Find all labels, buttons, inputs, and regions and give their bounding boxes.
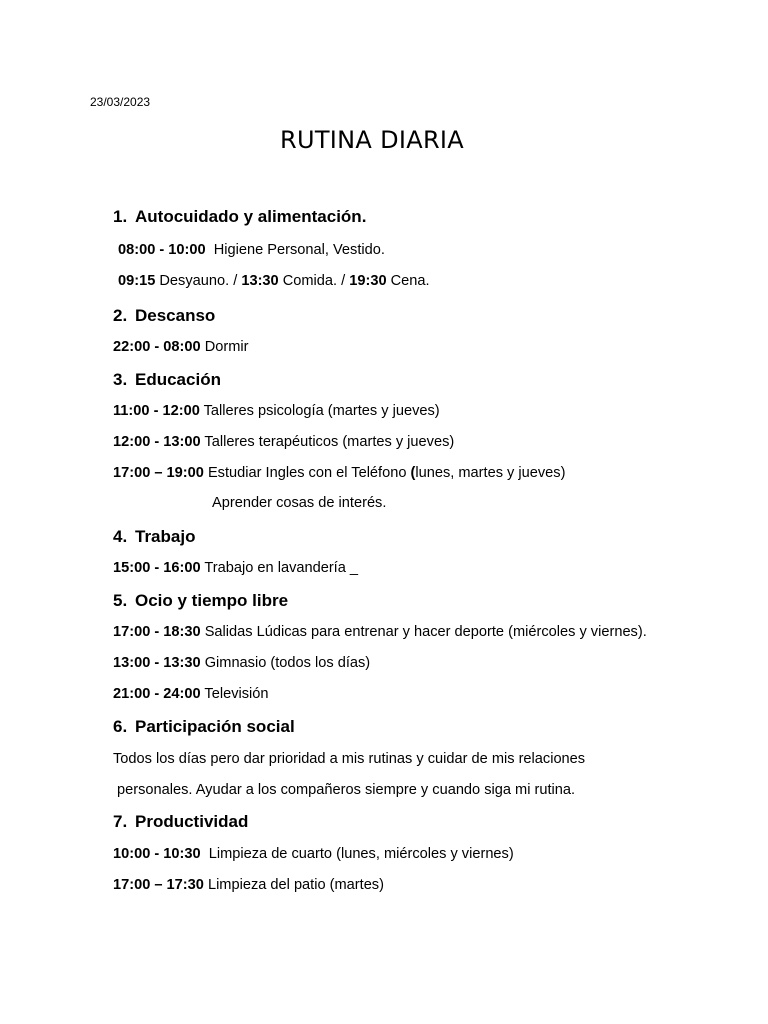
list-item: [113, 686, 269, 702]
activity-text: Aprender cosas de interés.: [212, 495, 387, 511]
section-heading-autocuidado: [113, 207, 366, 227]
list-item: [113, 403, 440, 419]
activity-text: Limpieza del patio (martes): [207, 877, 384, 893]
list-item: [113, 339, 248, 355]
list-item: [113, 846, 514, 862]
time-range: 17:00 - 18:30: [113, 624, 201, 640]
section-number: 6.: [113, 717, 128, 736]
time-range: 08:00 - 10:00: [118, 242, 206, 258]
section-heading-ocio: [113, 591, 288, 611]
section-number: 2.: [113, 306, 128, 325]
activity-text: Limpieza de cuarto (lunes, miércoles y viernes): [208, 846, 514, 862]
meal-text: Desyauno. /: [159, 273, 238, 289]
activity-text: Salidas Lúdicas para entrenar y hacer deporte (miércoles y viernes).: [204, 624, 647, 640]
open-paren: (: [410, 465, 416, 481]
section-title: Educación: [135, 370, 221, 389]
activity-text: Televisión: [204, 686, 269, 702]
list-item: [113, 877, 384, 893]
list-item: [113, 655, 370, 671]
section-heading-descanso: [113, 306, 215, 326]
section-title: Trabajo: [135, 527, 196, 546]
section-number: 3.: [113, 370, 128, 389]
activity-text: Gimnasio (todos los días): [204, 655, 371, 671]
paragraph-line: personales. Ayudar a los compañeros siempre y cuando siga mi rutina.: [117, 782, 576, 798]
time-range: 15:00 - 16:00: [113, 560, 201, 576]
activity-text: Higiene Personal, Vestido.: [213, 242, 385, 258]
meal-time: 09:15: [118, 273, 156, 289]
time-range: 12:00 - 13:00: [113, 434, 201, 450]
activity-text: Trabajo en lavandería _: [204, 560, 359, 576]
meal-time: 19:30: [349, 273, 387, 289]
list-item: [113, 465, 565, 481]
list-item: [113, 560, 358, 576]
list-item: [113, 434, 454, 450]
list-item: [118, 273, 430, 289]
section-heading-productividad: [113, 812, 248, 832]
activity-text: Dormir: [204, 339, 249, 355]
section-heading-participacion: [113, 717, 295, 737]
section-number: 7.: [113, 812, 128, 831]
activity-text: Talleres psicología (martes y jueves): [203, 403, 440, 419]
meal-time: 13:30: [241, 273, 279, 289]
time-range: 13:00 - 13:30: [113, 655, 201, 671]
document-date: 23/03/2023: [90, 95, 151, 109]
section-title: Autocuidado y alimentación.: [135, 207, 367, 226]
time-range: 22:00 - 08:00: [113, 339, 201, 355]
activity-text: Talleres terapéuticos (martes y jueves): [204, 434, 455, 450]
activity-text: Estudiar Ingles con el Teléfono: [207, 465, 407, 481]
time-range: 10:00 - 10:30: [113, 846, 201, 862]
document-title: RUTINA DIARIA: [279, 126, 465, 154]
list-item: [118, 242, 385, 258]
section-title: Descanso: [135, 306, 216, 325]
section-heading-educacion: [113, 370, 221, 390]
section-number: 5.: [113, 591, 128, 610]
section-number: 4.: [113, 527, 128, 546]
section-number: 1.: [113, 207, 128, 226]
list-item: [212, 495, 386, 511]
time-range: 21:00 - 24:00: [113, 686, 201, 702]
time-range: 11:00 - 12:00: [113, 403, 200, 419]
time-range: 17:00 – 19:00: [113, 465, 204, 481]
meal-text: Comida. /: [282, 273, 346, 289]
paragraph-line: Todos los días pero dar prioridad a mis rutinas y cuidar de mis relaciones: [113, 751, 586, 767]
list-item: [113, 624, 647, 640]
section-title: Participación social: [135, 717, 295, 736]
section-title: Ocio y tiempo libre: [135, 591, 289, 610]
section-title: Productividad: [135, 812, 249, 831]
section-heading-trabajo: [113, 527, 195, 547]
meal-text: Cena.: [390, 273, 430, 289]
time-range: 17:00 – 17:30: [113, 877, 204, 893]
activity-days: lunes, martes y jueves): [415, 465, 566, 481]
